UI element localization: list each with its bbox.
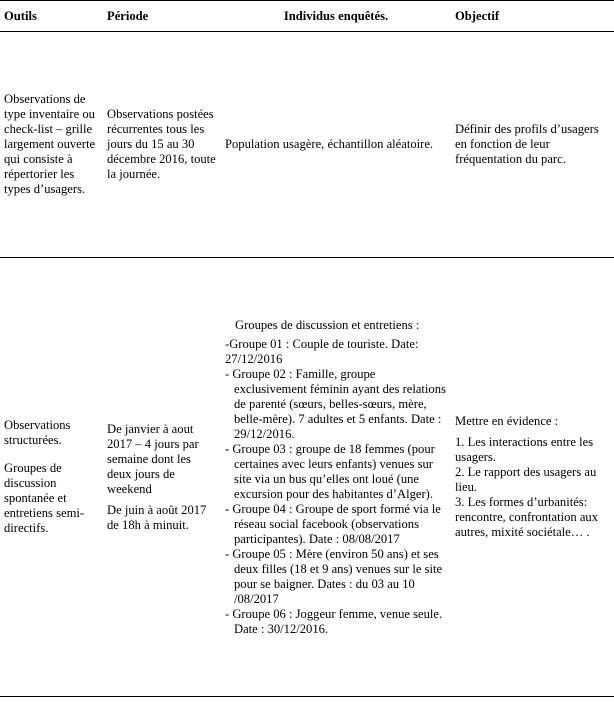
cell-periode xyxy=(103,258,221,697)
cell-objectif xyxy=(451,258,614,697)
list-item: - Groupe 03 : groupe de 18 femmes (pour certaines avec leurs enfants) venues sur site via un bus qu’elles ont loué (une excursion pour des habitantes d’Alger). xyxy=(225,441,435,501)
cell-objectif xyxy=(451,32,614,258)
list-item: - Groupe 04 : Groupe de sport formé via le réseau social facebook (observations participantes). Date : 08/08/2017 xyxy=(225,501,441,546)
cell-outils xyxy=(0,32,103,258)
header-outils: Outils xyxy=(0,1,103,32)
header-individus: Individus enquêtés. xyxy=(221,1,451,32)
table-header-row xyxy=(0,1,614,32)
list-item: - Groupe 02 : Famille, groupe exclusivement féminin ayant des relations de parenté (sœurs, belles-sœurs, mère, belle-mère). 7 adultes et 5 enfants. Date : 29/12/2016. xyxy=(225,366,446,441)
list-item: - Groupe 06 : Joggeur femme, venue seule. Date : 30/12/2016. xyxy=(225,606,443,636)
cell-text: Population usagère, échantillon aléatoire. xyxy=(225,137,434,151)
cell-outils xyxy=(0,258,103,697)
cell-text: Groupes de discussion spontanée et entretiens semi-directifs. xyxy=(4,461,85,535)
list-item: 1. Les interactions entre les usagers. xyxy=(455,435,594,464)
cell-text: De janvier à aout 2017 – 4 jours par semaine dont les deux jours de weekend xyxy=(107,421,199,496)
header-objectif: Objectif xyxy=(451,1,614,32)
objectif-title: Mettre en évidence : xyxy=(455,414,559,428)
cell-individus xyxy=(221,258,451,697)
list-item: - Groupe 05 : Mère (environ 50 ans) et ses deux filles (18 et 9 ans) venues sur le site pour se baigner. Dates : du 03 au 10 /08/2017 xyxy=(225,546,443,606)
list-item: 2. Le rapport des usagers au lieu. xyxy=(455,465,597,494)
cell-text: De juin à août 2017 de 18h à minuit. xyxy=(107,502,207,532)
cell-text: Observations structurées. xyxy=(4,418,71,447)
cell-individus xyxy=(221,32,451,258)
cell-periode xyxy=(103,32,221,258)
table-row xyxy=(0,32,614,258)
cell-text: Définir des profils d’usagers en fonction de leur fréquentation du parc. xyxy=(455,122,599,166)
cell-text: Observations de type inventaire ou check-list – grille largement ouverte qui consiste à répertorier les types d’usagers. xyxy=(4,92,96,196)
table-row xyxy=(0,258,614,697)
header-periode: Période xyxy=(103,1,221,32)
cell-text: Observations postées récurrentes tous les jours du 15 au 30 décembre 2016, toute la journée. xyxy=(107,107,216,181)
groups-intro: Groupes de discussion et entretiens : xyxy=(235,317,420,332)
groups-list xyxy=(225,337,447,637)
list-item: 3. Les formes d’urbanités: rencontre, confrontation aux autres, mixité sociétale… . xyxy=(455,495,599,539)
list-item: -Groupe 01 : Couple de touriste. Date: 27/12/2016 xyxy=(225,336,419,366)
